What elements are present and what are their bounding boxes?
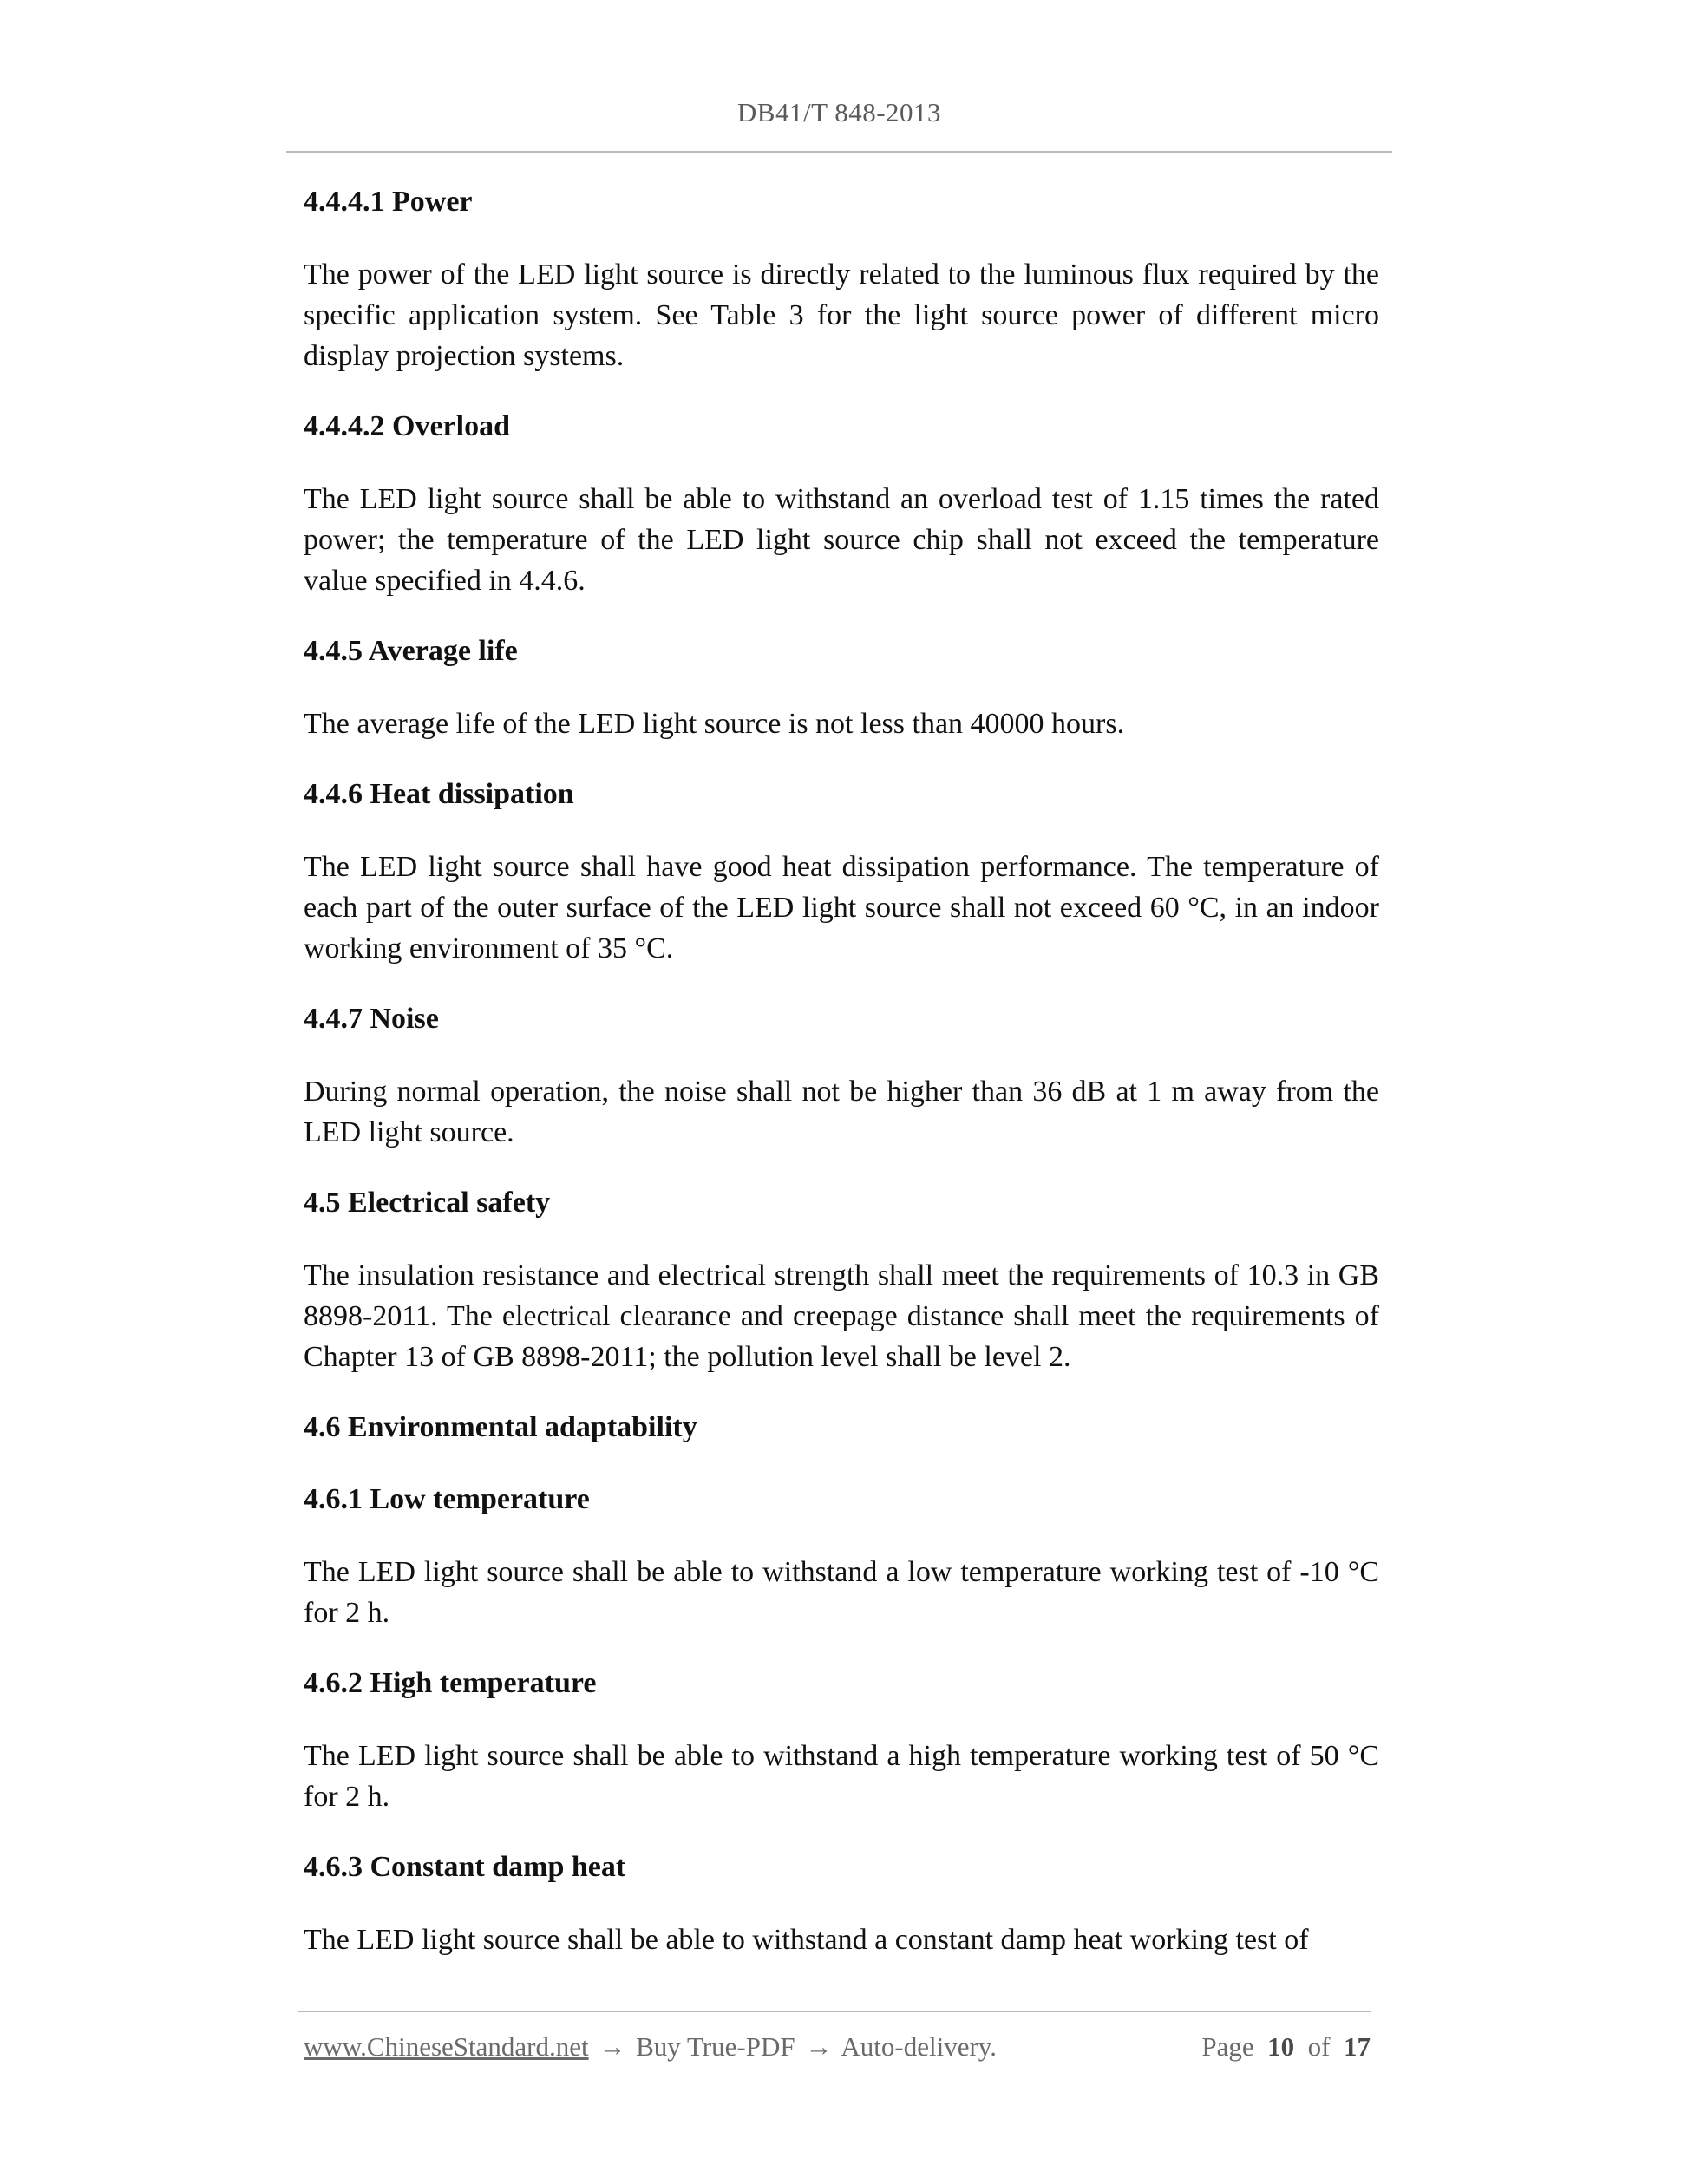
section-paragraph: The LED light source shall be able to withstand a constant damp heat working test of	[304, 1924, 1309, 1956]
section-paragraph: The LED light source shall be able to withstand a low temperature working test of -10 °C for 2 h.	[304, 1556, 1379, 1629]
document-body	[304, 182, 1379, 1991]
section-heading: 4.6.2 High temperature	[304, 1667, 597, 1699]
of-label: of	[1307, 2031, 1331, 2062]
page-label: Page	[1201, 2031, 1254, 2062]
page-indicator	[1201, 2031, 1371, 2063]
section-heading: 4.4.4.2 Overload	[304, 410, 510, 442]
section-paragraph: The LED light source shall be able to withstand a high temperature working test of 50 °C for 2 h.	[304, 1740, 1379, 1813]
section-heading: 4.6 Environmental adaptability	[304, 1411, 697, 1443]
section-heading: 4.6.1 Low temperature	[304, 1483, 590, 1515]
arrow-right-icon: →	[805, 2031, 833, 2062]
section-heading: 4.5 Electrical safety	[304, 1187, 551, 1219]
auto-delivery-text: Auto-delivery.	[841, 2031, 998, 2062]
website-link[interactable]: www.ChineseStandard.net	[304, 2031, 589, 2062]
section-paragraph: The power of the LED light source is directly related to the luminous flux required by the specific application system. See Table 3 for the light source power of different micro display projection systems.	[304, 258, 1379, 372]
footer-divider	[298, 2011, 1371, 2012]
current-page-number: 10	[1267, 2031, 1295, 2062]
section-heading: 4.6.3 Constant damp heat	[304, 1851, 626, 1883]
section-heading: 4.4.7 Noise	[304, 1003, 439, 1035]
section-paragraph: The LED light source shall be able to withstand an overload test of 1.15 times the rated power; the temperature of the LED light source chip shall not exceed the temperature value specified in 4.4.6.	[304, 483, 1379, 597]
header-divider	[286, 151, 1392, 153]
section-paragraph: The insulation resistance and electrical strength shall meet the requirements of 10.3 in GB 8898-2011. The electrical clearance and creepage distance shall meet the requirements of Chapter 13 of GB 8898-2011; the pollution level shall be level 2.	[304, 1259, 1379, 1373]
total-pages-number: 17	[1344, 2031, 1371, 2062]
footer-promo	[304, 2031, 997, 2063]
document-id-header: DB41/T 848-2013	[736, 97, 942, 128]
section-heading: 4.4.4.1 Power	[304, 186, 473, 218]
section-heading: 4.4.6 Heat dissipation	[304, 778, 574, 810]
section-paragraph: The LED light source shall have good heat dissipation performance. The temperature of each part of the outer surface of the LED light source shall not exceed 60 °C, in an indoor working environment of 35 °C.	[304, 851, 1379, 964]
arrow-right-icon: →	[599, 2031, 626, 2062]
section-paragraph: The average life of the LED light source is not less than 40000 hours.	[304, 708, 1125, 740]
section-heading: 4.4.5 Average life	[304, 635, 518, 667]
buy-pdf-text: Buy True-PDF	[636, 2031, 795, 2062]
section-paragraph: During normal operation, the noise shall not be higher than 36 dB at 1 m away from the LED light source.	[304, 1076, 1379, 1148]
